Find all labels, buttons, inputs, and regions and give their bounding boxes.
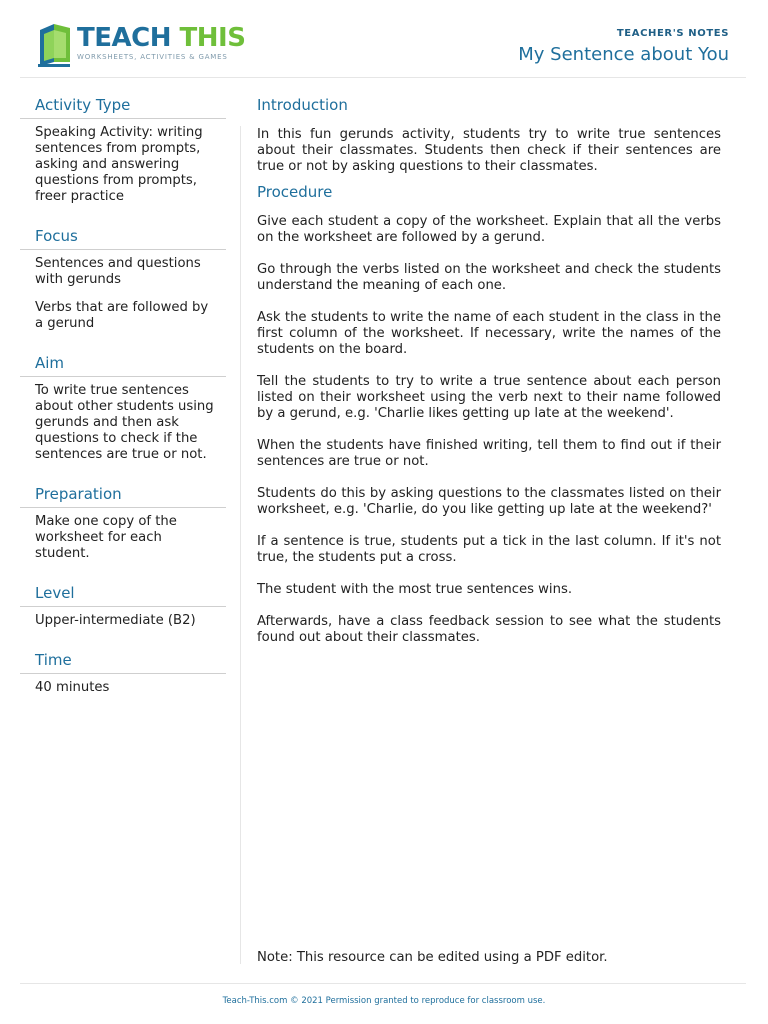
- procedure-step: If a sentence is true, students put a tick in the last column. If it's not true, the students put a cross.: [257, 534, 721, 565]
- procedure-step: Afterwards, have a class feedback session to see what the students found out about their classmates.: [257, 614, 721, 645]
- level-section: [20, 582, 226, 629]
- header-divider: [20, 77, 746, 78]
- aim-section: [20, 352, 226, 463]
- time-text: 40 minutes: [35, 680, 110, 695]
- focus-heading: Focus: [20, 225, 226, 250]
- focus-item: Verbs that are followed by a gerund: [35, 300, 209, 331]
- procedure-step: Tell the students to try to write a true sentence about each person listed on their worksheet using the verb next to their name followed by a gerund, e.g. 'Charlie likes getting up late at the weekend'.: [257, 374, 721, 421]
- book-logo-icon: [36, 22, 74, 68]
- logo-tagline: WORKSHEETS, ACTIVITIES & GAMES: [77, 53, 228, 61]
- sidebar: [20, 94, 226, 716]
- level-text: Upper-intermediate (B2): [35, 613, 196, 628]
- preparation-section: [20, 483, 226, 562]
- activity-type-section: [20, 94, 226, 205]
- introduction-heading: Introduction: [257, 96, 348, 114]
- preparation-text: Make one copy of the worksheet for each student.: [35, 514, 177, 561]
- procedure-step: When the students have finished writing, tell them to find out if their sentences are true or not.: [257, 438, 721, 469]
- procedure-step: Give each student a copy of the worksheet. Explain that all the verbs on the worksheet are followed by a gerund.: [257, 214, 721, 245]
- aim-heading: Aim: [20, 352, 226, 377]
- level-heading: Level: [20, 582, 226, 607]
- focus-item: Sentences and questions with gerunds: [35, 256, 201, 287]
- page-header: [0, 0, 768, 78]
- teachers-notes-label: TEACHER'S NOTES: [616, 28, 729, 39]
- time-section: [20, 649, 226, 696]
- activity-type-heading: Activity Type: [20, 94, 226, 119]
- procedure-step: The student with the most true sentences wins.: [257, 582, 573, 597]
- logo-word-teach: TEACH: [77, 23, 171, 53]
- procedure-step: Go through the verbs listed on the worksheet and check the students understand the meaning of each one.: [257, 262, 721, 293]
- preparation-heading: Preparation: [20, 483, 226, 508]
- time-heading: Time: [20, 649, 226, 674]
- copyright-footer: Teach-This.com © 2021 Permission granted to reproduce for classroom use.: [222, 996, 546, 1006]
- footer-divider: [20, 983, 746, 984]
- procedure-heading: Procedure: [257, 183, 333, 201]
- aim-text: To write true sentences about other students using gerunds and then ask questions to check if the sentences are true or not.: [35, 383, 214, 462]
- column-divider: [240, 126, 241, 964]
- focus-section: [20, 225, 226, 332]
- logo-word-this: THIS: [179, 23, 246, 53]
- activity-type-text: Speaking Activity: writing sentences from prompts, asking and answering questions from prompts, freer practice: [35, 125, 203, 204]
- introduction-text: In this fun gerunds activity, students try to write true sentences about their classmates. Students then check if their sentences are true or not by asking questions to their classmates.: [257, 127, 721, 174]
- main-content: [257, 94, 721, 662]
- teach-this-logo: [36, 22, 245, 68]
- pdf-editor-note: Note: This resource can be edited using a PDF editor.: [257, 950, 608, 965]
- page-title: My Sentence about You: [518, 44, 729, 65]
- procedure-step: Students do this by asking questions to the classmates listed on their worksheet, e.g. 'Charlie, do you like getting up late at the weekend?': [257, 486, 721, 517]
- procedure-step: Ask the students to write the name of each student in the class in the first column of the worksheet. If necessary, write the names of the students on the board.: [257, 310, 721, 357]
